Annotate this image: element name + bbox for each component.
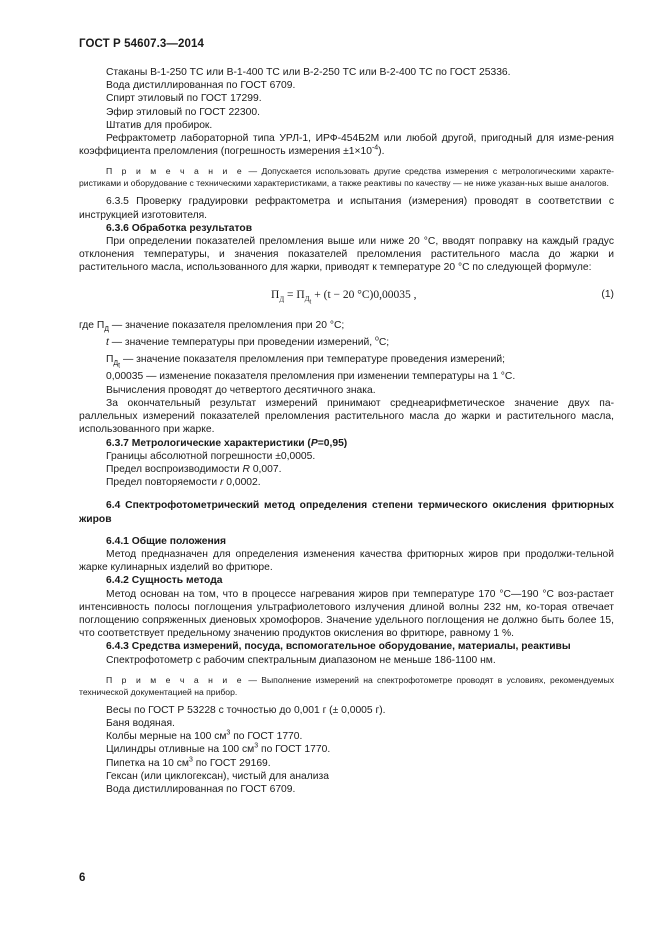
list-item: Спирт этиловый по ГОСТ 17299. <box>106 93 262 105</box>
final-result-paragraph: За окончательный результат измерений принимают среднеарифметическое значение двух па-раллельных измерений показателей преломления растительного масла до жарки и растительного масла, использованного при жарке. <box>79 397 614 436</box>
heading-6-4-2: 6.4.2 Сущность метода <box>106 575 223 587</box>
formula-expression: $П_Д = П_{Д_t} + (t - 20$ °С)0,00035 , <box>271 288 417 306</box>
where-definition-t: t — значение температуры при проведении измерений, $^о$С; <box>106 335 390 348</box>
list-item: Баня водяная. <box>106 717 175 729</box>
refractometer-item: Рефрактометр лабораторной типа УРЛ-1, ИРФ-454Б2М или любой другой, пригодный для изме-рения коэффициента преломления (погрешность измерения $\pm 1\times 10^{-4}$). <box>79 133 614 158</box>
list-item: Вода дистиллированная по ГОСТ 6709. <box>106 80 296 92</box>
paragraph-6-3-5: 6.3.5 Проверку градуировки рефрактометра и испытания (измерения) проводят в соответствии с инструкцией изготовителя. <box>79 196 614 221</box>
list-item: Гексан (или циклогексан), чистый для анализа <box>106 770 329 782</box>
document-header: ГОСТ Р 54607.3—2014 <box>79 38 204 50</box>
list-item: Колбы мерные на 100 $см^3$ по ГОСТ 1770. <box>106 729 303 743</box>
heading-6-3-7: 6.3.7 Метрологические характеристики (Р=0,95) <box>106 437 348 449</box>
list-item: Цилиндры отливные на 100 $см^3$ по ГОСТ 1770. <box>106 742 331 756</box>
calc-note: Вычисления проводят до четвертого десятичного знака. <box>106 384 376 396</box>
paragraph-6-4-3: Спектрофотометр с рабочим спектральным диапазоном не меньше 186-1100 нм. <box>106 654 496 666</box>
where-definition-2: $П_{Д_t}$ — значение показателя преломления при температуре проведения измерений; <box>106 354 505 370</box>
paragraph-6-4-1: Метод предназначен для определения изменения качества фритюрных жиров при продолжи-тельной жарке кулинарных изделий во фритюре. <box>79 548 614 574</box>
metro-item: Предел воспроизводимости R 0,007. <box>106 463 282 475</box>
note-label: П р и м е ч а н и е <box>106 674 245 685</box>
metro-item: Предел повторяемости r 0,0002. <box>106 477 261 489</box>
heading-6-4: 6.4 Спектрофотометрический метод определения степени термического окисления фритюрных жиров <box>79 500 614 525</box>
heading-6-4-3: 6.4.3 Средства измерений, посуда, вспомогательное оборудование, материалы, реактивы <box>106 641 571 653</box>
note-1: П р и м е ч а н и е — Допускается использовать другие средства измерения с метрологическими характе-ристиками и оборудование с техническими характеристиками, а также реактивы по качеству — не ниже указан-ных выше аналогов. <box>79 166 614 189</box>
list-item: Штатив для пробирок. <box>106 119 213 131</box>
formula-number: (1) <box>601 288 614 300</box>
list-item: Весы по ГОСТ Р 53228 с точностью до 0,001 г (± 0,0005 г). <box>106 704 386 716</box>
heading-6-4-1: 6.4.1 Общие положения <box>106 535 226 547</box>
paragraph-6-4-2: Метод основан на том, что в процессе нагревания жиров при температуре 170 °С—190 °С воз-растает интенсивность полосы поглощения ультрафиолетового излучения длиной волны 232 нм, ко-торая отвечает поглощению сопряженных диеновых хромофоров. Значение удельного поглощения не должно быть более 15, что соответствует предельному значению продуктов окисления во фритюре, равному 1 %. <box>79 588 614 640</box>
list-item: Пипетка на 10 $см^3$ по ГОСТ 29169. <box>106 756 271 769</box>
formula-1 <box>79 281 614 311</box>
paragraph-6-3-6: При определении показателей преломления выше или ниже 20 °С, вводят поправку на каждый градус отклонения температуры, и значения показателей преломления растительного масла до жарки и растительного масла, использованного для жарки, приводят к температуре 20 °С по следующей формуле: <box>79 236 614 274</box>
list-item: Эфир этиловый по ГОСТ 22300. <box>106 106 260 118</box>
note-label: П р и м е ч а н и е <box>106 166 245 177</box>
list-item: Стаканы В-1-250 ТС или В-1-400 ТС или В-2-250 ТС или В-2-400 ТС по ГОСТ 25336. <box>106 67 511 78</box>
metro-item: Границы абсолютной погрешности ±0,0005. <box>106 450 316 462</box>
where-definition-1: где $П_Д$ — значение показателя преломления при 20 °С; <box>79 319 345 333</box>
note-2: П р и м е ч а н и е — Выполнение измерений на спектрофотометре проводят в условиях, рекомендуемых технической документацией на прибор. <box>79 674 614 697</box>
where-definition-3: 0,00035 — изменение показателя преломления при изменении температуры на 1 °С. <box>106 371 516 383</box>
page-number: 6 <box>79 872 86 884</box>
list-item: Вода дистиллированная по ГОСТ 6709. <box>106 783 296 795</box>
heading-6-3-6: 6.3.6 Обработка результатов <box>106 222 253 234</box>
document-body <box>79 66 614 796</box>
